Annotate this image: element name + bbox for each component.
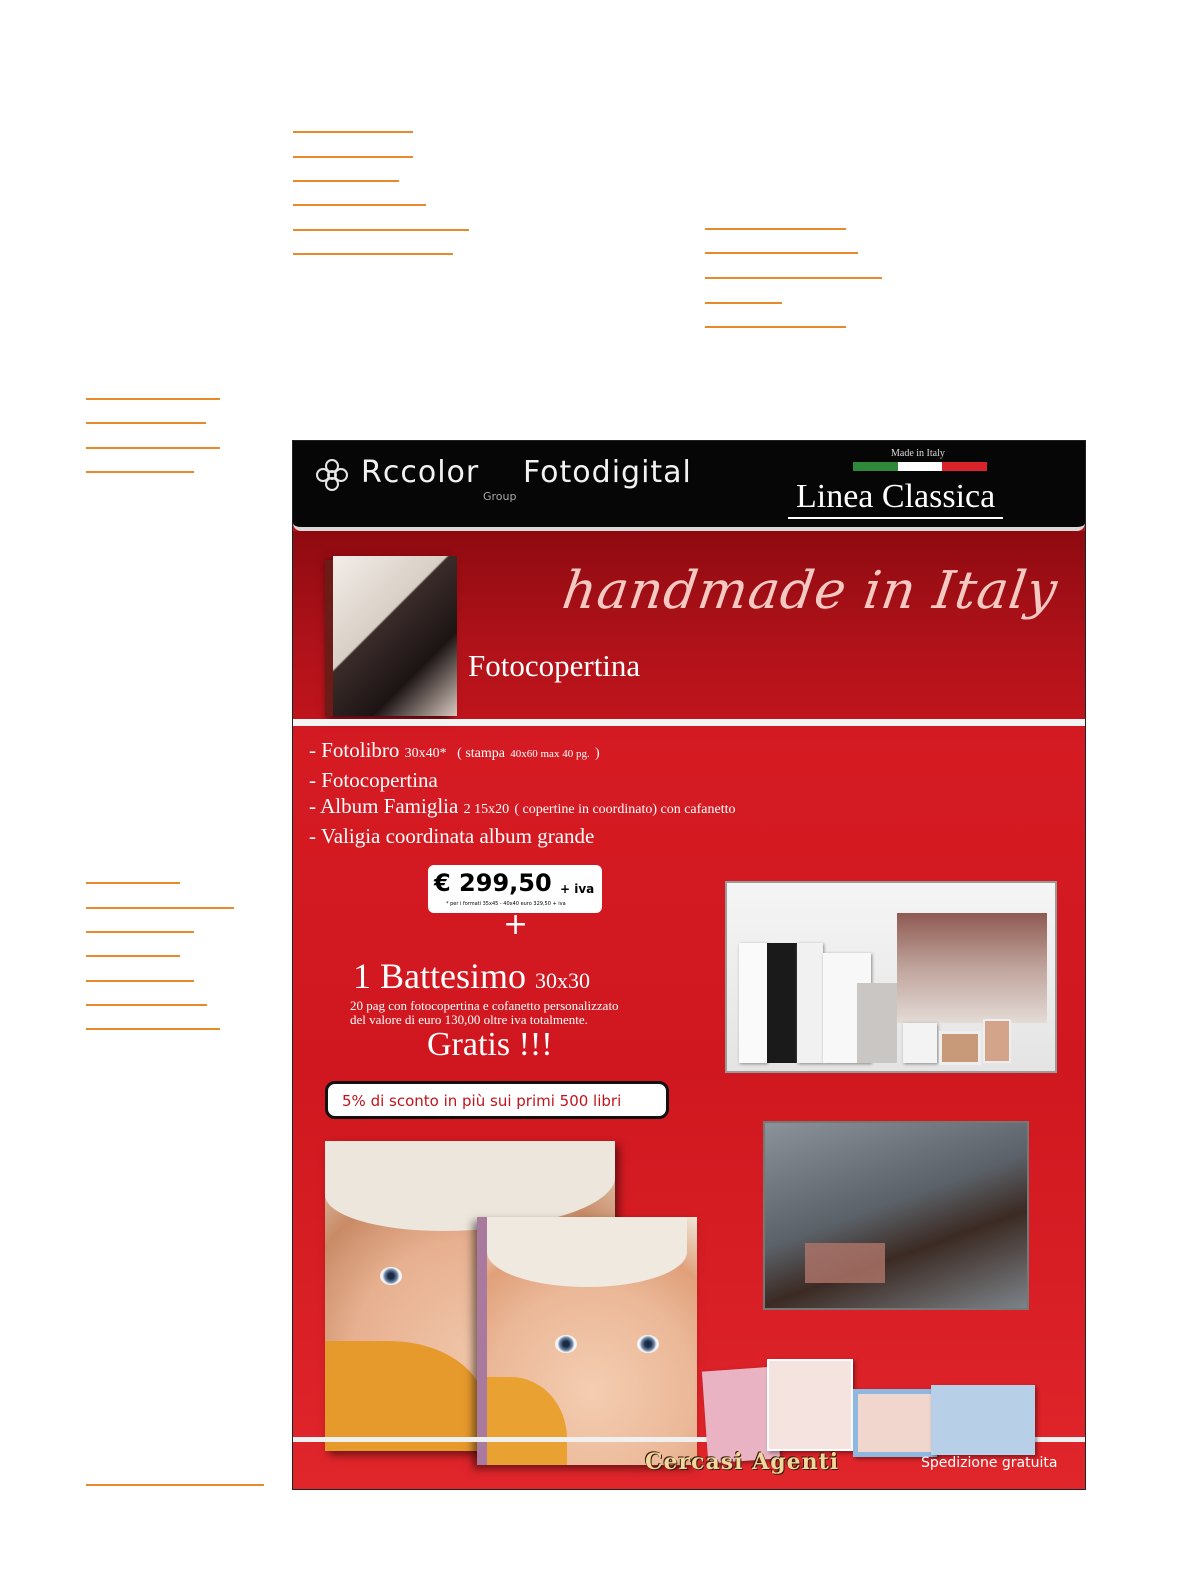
price-suffix: + iva (560, 882, 595, 896)
plus-sign: + (503, 907, 529, 942)
link-underline[interactable] (293, 229, 469, 231)
price-note: * per i formati 35x45 - 40x40 euro 329,50 + iva (446, 901, 566, 907)
baby-photo-book-small (477, 1217, 697, 1465)
link-underline[interactable] (86, 447, 220, 449)
feature-item: - Fotocopertina (309, 768, 438, 792)
bonus-title: 1 Battesimo 30x30 (353, 956, 590, 996)
ad-header (293, 441, 1085, 531)
link-underline[interactable] (293, 204, 426, 206)
link-underline[interactable] (86, 907, 234, 909)
advertisement-banner[interactable] (293, 441, 1085, 1489)
link-underline[interactable] (86, 980, 194, 982)
link-underline[interactable] (86, 471, 194, 473)
line-title: Linea Classica (788, 477, 1003, 519)
feature-item: - Fotolibro 30x40* ( stampa 40x60 max 40 pg. ) (309, 738, 600, 762)
link-underline[interactable] (293, 253, 453, 255)
link-underline[interactable] (86, 1484, 264, 1486)
link-underline[interactable] (86, 422, 206, 424)
link-underline[interactable] (86, 955, 180, 957)
feature-item: - Album Famiglia 2 15x20 ( copertine in coordinato) con cafanetto (309, 794, 736, 818)
link-underline[interactable] (86, 398, 220, 400)
link-underline[interactable] (705, 252, 858, 254)
made-in-italy-label: Made in Italy (891, 448, 945, 459)
album-set-photo (725, 881, 1057, 1073)
free-label: Gratis !!! (427, 1026, 553, 1063)
wedding-photo-cover (333, 556, 457, 716)
link-underline[interactable] (293, 131, 413, 133)
brand-group-label: Group (483, 490, 517, 503)
brand-name-right: Fotodigital (523, 455, 692, 490)
bonus-description: 20 pag con fotocopertina e cofanetto personalizzato del valore di euro 130,00 oltre iva totalmente. (350, 998, 619, 1027)
link-underline[interactable] (705, 302, 782, 304)
feature-list (309, 737, 736, 849)
feature-item: - Valigia coordinata album grande (309, 824, 595, 848)
price-value: € 299,50 (434, 869, 552, 897)
link-underline[interactable] (293, 156, 413, 158)
link-underline[interactable] (705, 326, 846, 328)
free-shipping-label: Spedizione gratuita (921, 1455, 1058, 1471)
link-underline[interactable] (86, 882, 180, 884)
discount-text: 5% di sconto in più sui primi 500 libri (342, 1092, 622, 1110)
handmade-script-title: handmade in Italy (558, 561, 1062, 621)
italian-flag-icon (853, 462, 987, 471)
link-underline[interactable] (86, 1004, 207, 1006)
price-badge (428, 865, 602, 913)
product-title: Fotocopertina (468, 648, 641, 683)
link-underline[interactable] (705, 277, 882, 279)
knot-logo-icon (315, 458, 349, 492)
link-underline[interactable] (705, 228, 846, 230)
leather-album-photo (763, 1121, 1029, 1310)
divider (293, 719, 1085, 726)
link-underline[interactable] (86, 1028, 220, 1030)
agents-wanted-label: Cercasi Agenti (645, 1449, 840, 1475)
link-underline[interactable] (86, 931, 194, 933)
link-underline[interactable] (293, 180, 399, 182)
brand-name-left: Rccolor (361, 455, 480, 490)
discount-box (325, 1081, 669, 1119)
